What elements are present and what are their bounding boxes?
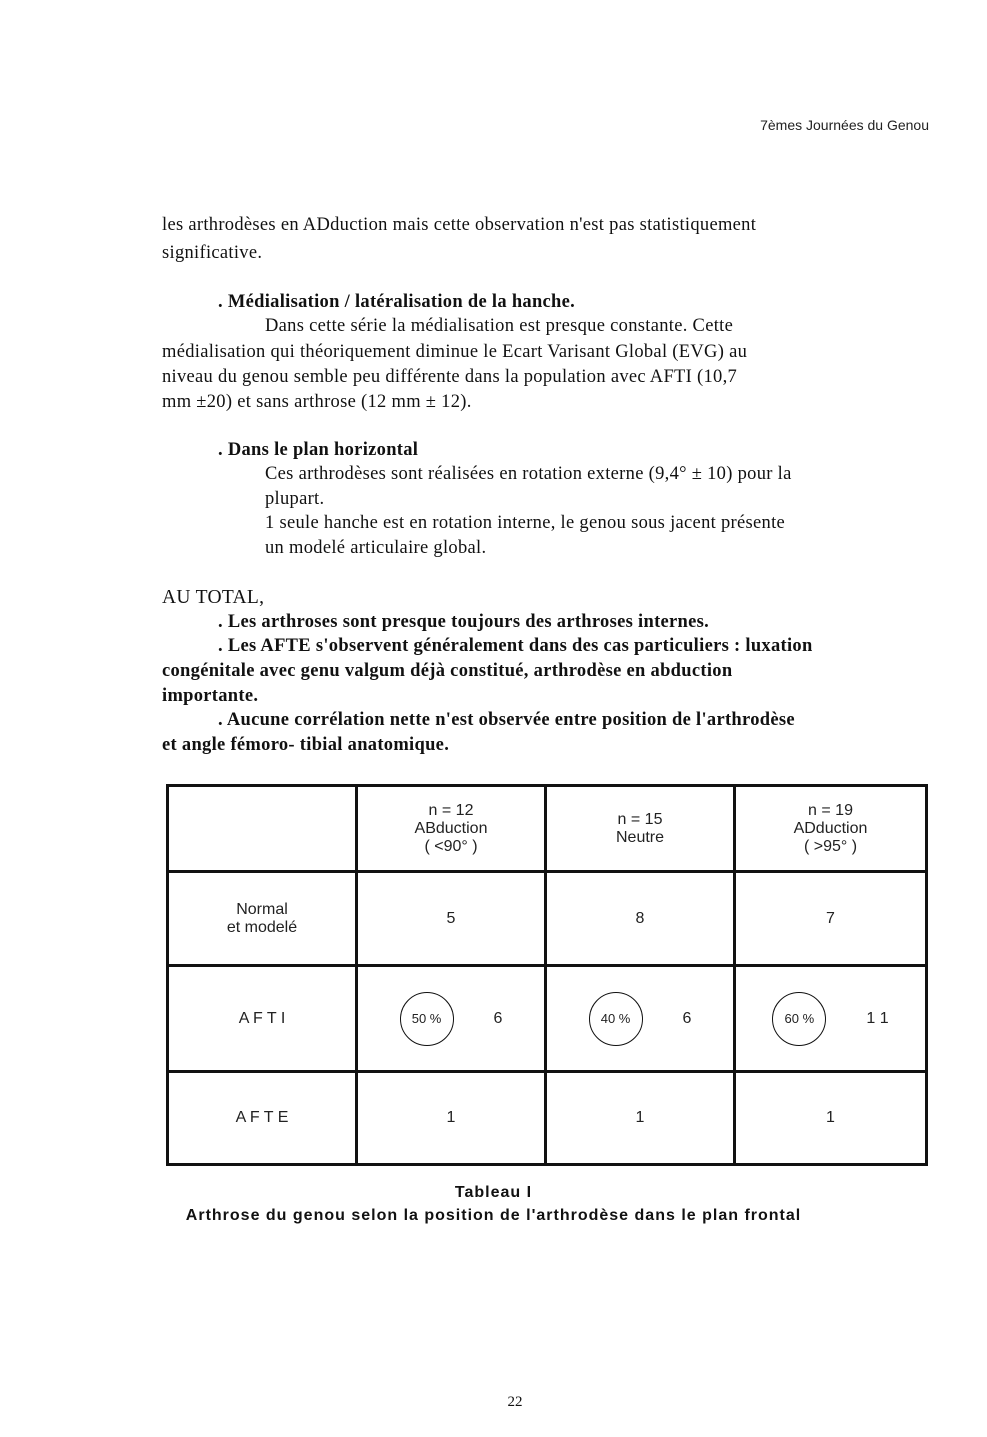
conclusion-line: congénitale avec genu valgum déjà constitué, arthrodèse en abduction <box>162 661 733 681</box>
percent-circle: 50 % <box>400 992 454 1046</box>
total-heading: AU TOTAL, <box>162 587 265 608</box>
table-caption-title: Tableau I <box>454 1184 533 1201</box>
conclusion-line: et angle fémoro- tibial anatomique. <box>162 735 450 755</box>
column-header-adduction <box>735 786 927 872</box>
table-cell: 1 <box>357 1072 546 1165</box>
corner-cell <box>168 786 357 872</box>
section-heading-horizontal: . Dans le plan horizontal <box>218 440 419 460</box>
column-range: ( >95° ) <box>803 837 858 855</box>
table-cell: 8 <box>546 872 735 966</box>
table-cell: 7 <box>735 872 927 966</box>
column-label: Neutre <box>615 828 665 846</box>
column-count: n = 19 <box>808 801 853 819</box>
paragraph-line: mm ±20) et sans arthrose (12 mm ± 12). <box>162 392 472 412</box>
conclusion-line: . Les AFTE s'observent généralement dans des cas particuliers : luxation <box>218 636 813 656</box>
table-cell: 1 <box>546 1072 735 1165</box>
row-label-afti: A F T I <box>168 966 357 1072</box>
column-count: n = 12 <box>428 801 474 819</box>
page-number: 22 <box>507 1394 523 1410</box>
column-label: ADduction <box>793 819 868 837</box>
row-label-normal: Normal et modelé <box>168 872 357 966</box>
table-header-row <box>168 786 927 872</box>
results-table <box>166 784 928 1166</box>
table-cell <box>357 966 546 1072</box>
paragraph-line: médialisation qui théoriquement diminue le Ecart Varisant Global (EVG) au <box>162 342 748 362</box>
paragraph-line: significative. <box>162 243 263 263</box>
table-row <box>168 966 927 1072</box>
section-heading-medialisation: . Médialisation / latéralisation de la hanche. <box>218 292 576 312</box>
table-cell <box>546 966 735 1072</box>
running-header: 7èmes Journées du Genou <box>760 117 929 133</box>
column-count: n = 15 <box>617 810 663 828</box>
column-header-neutre <box>546 786 735 872</box>
conclusion-line: importante. <box>162 686 259 706</box>
paragraph-line: niveau du genou semble peu différente dans la population avec AFTI (10,7 <box>162 367 738 387</box>
table-caption-subtitle: Arthrose du genou selon la position de l'arthrodèse dans le plan frontal <box>185 1207 802 1224</box>
table-cell: 5 <box>357 872 546 966</box>
paragraph-line: 1 seule hanche est en rotation interne, le genou sous jacent présente <box>265 513 786 533</box>
cell-value: 6 <box>682 1009 692 1027</box>
paragraph-line: plupart. <box>265 489 325 509</box>
column-label: ABduction <box>414 819 488 837</box>
percent-circle: 40 % <box>589 992 643 1046</box>
table-cell: 1 <box>735 1072 927 1165</box>
table-row <box>168 1072 927 1165</box>
table-row <box>168 872 927 966</box>
conclusion-line: . Les arthroses sont presque toujours des arthroses internes. <box>218 612 710 632</box>
table-cell <box>735 966 927 1072</box>
percent-circle: 60 % <box>772 992 826 1046</box>
cell-value: 1 1 <box>866 1009 889 1027</box>
column-header-abduction <box>357 786 546 872</box>
row-label-afte: A F T E <box>168 1072 357 1165</box>
paragraph-line: Dans cette série la médialisation est presque constante. Cette <box>265 316 734 336</box>
conclusion-line: . Aucune corrélation nette n'est observée entre position de l'arthrodèse <box>218 710 795 730</box>
paragraph-line: les arthrodèses en ADduction mais cette observation n'est pas statistiquement <box>162 215 757 235</box>
paragraph-line: un modelé articulaire global. <box>265 538 487 558</box>
cell-value: 6 <box>493 1009 503 1027</box>
column-range: ( <90° ) <box>424 837 478 855</box>
paragraph-line: Ces arthrodèses sont réalisées en rotation externe (9,4° ± 10) pour la <box>265 464 792 484</box>
